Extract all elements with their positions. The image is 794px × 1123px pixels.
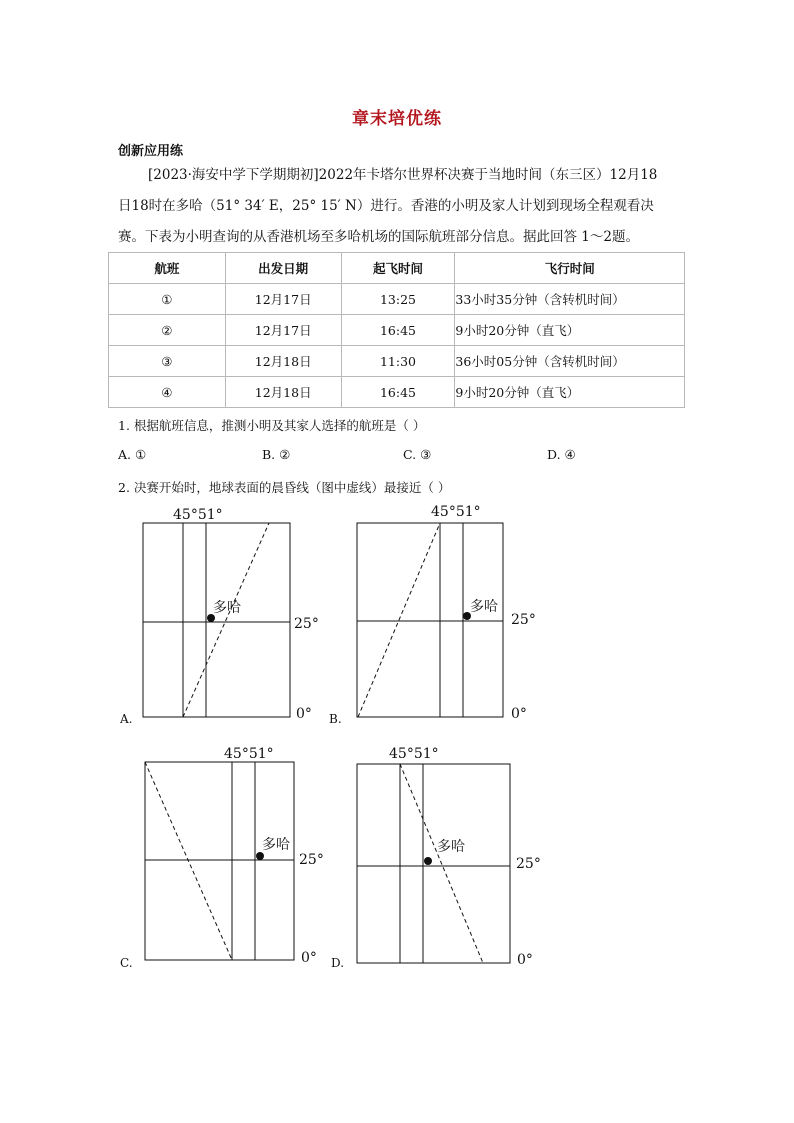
- intro-line-3: 赛。下表为小明查询的从香港机场至多哈机场的国际航班部分信息。据此回答 1～2题。: [118, 229, 639, 245]
- figure-b-longitude-label: 45°51°: [431, 504, 481, 520]
- cell-flight: ④: [109, 377, 226, 408]
- cell-flight: ③: [109, 346, 226, 377]
- intro-line-2: 日18时在多哈（51° 34′ E，25° 15′ N）进行。香港的小明及家人计划到现场全程观看决: [118, 198, 654, 214]
- figure-d-eq-label: 0°: [517, 952, 533, 968]
- header-date: 出发日期: [225, 253, 341, 284]
- header-flight: 航班: [109, 253, 226, 284]
- figure-c-lat-label: 25°: [299, 852, 324, 868]
- section-heading: 创新应用练: [118, 144, 184, 159]
- cell-duration: 9小时20分钟（直飞）: [455, 377, 685, 408]
- intro-line-1: [2023·海安中学下学期期初]2022年卡塔尔世界杯决赛于当地时间（东三区）12月18: [148, 167, 658, 183]
- header-duration: 飞行时间: [455, 253, 685, 284]
- figure-b-lat-label: 25°: [511, 612, 536, 628]
- question-2-stem: 2. 决赛开始时，地球表面的晨昏线（图中虚线）最接近（ ）: [118, 480, 451, 495]
- figure-b-city-label: 多哈: [470, 599, 498, 615]
- figure-c-eq-label: 0°: [301, 950, 317, 966]
- cell-date: 12月17日: [225, 315, 341, 346]
- cell-departure: 16:45: [341, 377, 455, 408]
- q1-option-b[interactable]: B. ②: [262, 447, 291, 462]
- figure-d-city-label: 多哈: [437, 839, 465, 855]
- figure-c-letter[interactable]: C.: [120, 956, 133, 970]
- figure-d-terminator: [400, 764, 483, 963]
- q1-option-c[interactable]: C. ③: [403, 447, 432, 462]
- figure-d-longitude-label: 45°51°: [389, 746, 439, 762]
- figure-b-frame: [357, 523, 503, 717]
- cell-departure: 16:45: [341, 315, 455, 346]
- figure-a-eq-label: 0°: [296, 706, 312, 722]
- figure-b-letter[interactable]: B.: [329, 712, 342, 726]
- figure-a-lat-label: 25°: [294, 616, 319, 632]
- cell-flight: ②: [109, 315, 226, 346]
- figure-a-longitude-label: 45°51°: [173, 507, 223, 523]
- cell-duration: 9小时20分钟（直飞）: [455, 315, 685, 346]
- figure-d-letter[interactable]: D.: [331, 956, 345, 970]
- figure-b-eq-label: 0°: [511, 706, 527, 722]
- cell-date: 12月18日: [225, 377, 341, 408]
- cell-flight: ①: [109, 284, 226, 315]
- figure-a-terminator: [183, 523, 269, 717]
- figure-c-frame: [145, 762, 294, 960]
- figure-c-city-label: 多哈: [262, 837, 290, 853]
- question-1-stem: 1. 根据航班信息，推测小明及其家人选择的航班是（ ）: [118, 418, 426, 433]
- cell-departure: 11:30: [341, 346, 455, 377]
- cell-date: 12月18日: [225, 346, 341, 377]
- figure-d-lat-label: 25°: [516, 856, 541, 872]
- cell-departure: 13:25: [341, 284, 455, 315]
- figure-c-longitude-label: 45°51°: [224, 746, 274, 762]
- q1-option-d[interactable]: D. ④: [547, 447, 576, 462]
- figure-d-doha-dot: [424, 857, 432, 865]
- figure-a-frame: [143, 523, 290, 717]
- figure-b-terminator: [358, 523, 440, 717]
- header-departure: 起飞时间: [341, 253, 455, 284]
- cell-date: 12月17日: [225, 284, 341, 315]
- figure-d-frame: [357, 764, 510, 963]
- cell-duration: 33小时35分钟（含转机时间）: [455, 284, 685, 315]
- figure-c-terminator: [145, 762, 232, 960]
- q1-option-a[interactable]: A. ①: [118, 447, 147, 462]
- cell-duration: 36小时05分钟（含转机时间）: [455, 346, 685, 377]
- page-title: 章末培优练: [352, 109, 442, 129]
- figure-a-city-label: 多哈: [213, 600, 241, 616]
- figure-a-letter[interactable]: A.: [120, 712, 133, 726]
